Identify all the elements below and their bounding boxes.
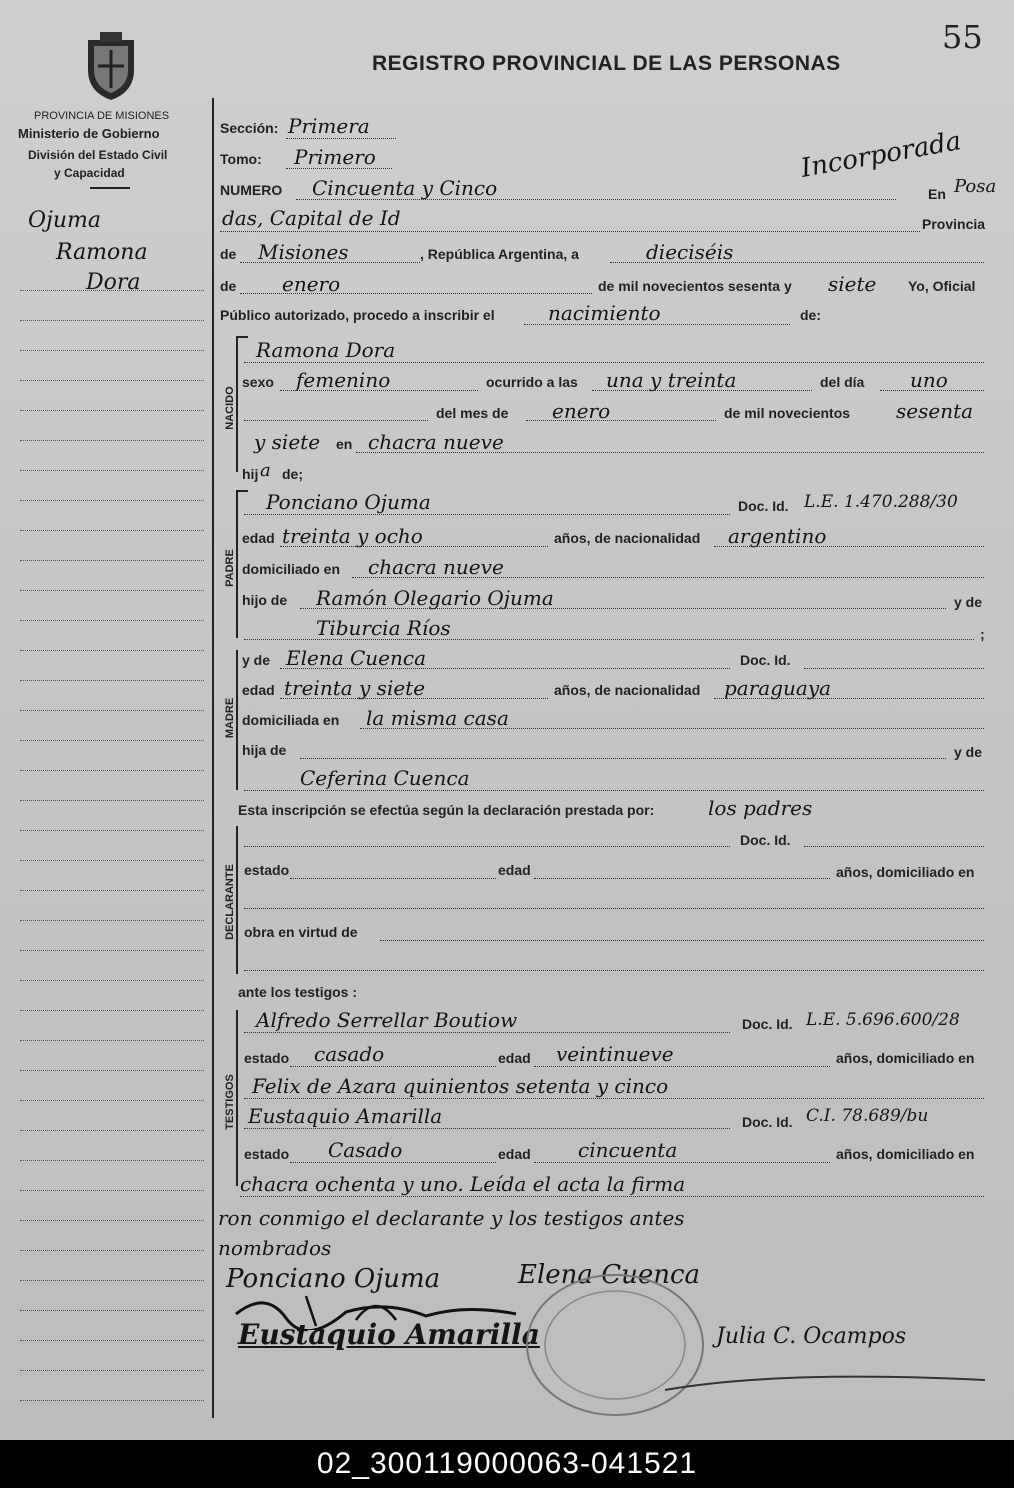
testigo1-edad: veintinueve [556,1042,674,1066]
margin-rule-line [20,650,204,651]
testigo2-dom-line [240,1196,984,1197]
margin-rule-line [20,560,204,561]
signature-padre: Ponciano Ojuma [226,1264,441,1294]
signature-testigo: Eustaquio Amarilla [238,1318,540,1351]
testigos-intro-label: ante los testigos : [238,984,358,1000]
madre-doc-line [804,668,984,669]
margin-rule-line [20,1040,204,1041]
en-label: En [928,186,946,202]
de-label-2: de [220,278,237,294]
closing-line-2: ron conmigo el declarante y los testigos antes [218,1206,685,1230]
padre-hijo-de-label: hijo de [242,592,288,608]
padre-y-de-label: y de [954,594,983,610]
madre-edad-value: treinta y siete [284,676,426,700]
testigo1-dom-line [244,1098,984,1099]
seccion-line [286,138,396,139]
declarante-bracket [236,826,238,974]
signature-madre: Elena Cuenca [518,1260,701,1290]
provincia-line [240,262,420,263]
declarante-obra-line-2 [244,970,984,971]
testigo2-nombre-line [244,1128,730,1129]
sexo-label: sexo [242,374,274,390]
margin-rule-line [20,980,204,981]
testigo1-doc-label: Doc. Id. [742,1016,793,1032]
madre-y-de-label-2: y de [954,744,983,760]
republica-label: , República Argentina, a [420,246,579,262]
footer-bar [0,1440,1014,1488]
signature-oficial: Julia C. Ocampos [716,1324,907,1349]
padre-edad-label: edad [242,530,275,546]
declarante-dom-line [244,908,984,909]
madre-edad-label: edad [242,682,275,698]
margin-rule-line [20,770,204,771]
numero-label: NUMERO [220,182,283,198]
madre-edad-line [280,698,548,699]
padre-doc-label: Doc. Id. [738,498,789,514]
margin-firstname: Ramona [56,240,148,265]
margin-rule-line [20,680,204,681]
lugar-value: das, Capital de Id [222,206,401,230]
madre-section-label: MADRE [224,697,236,739]
madre-de-madre: Ceferina Cuenca [300,766,470,790]
testigo1-dom: Felix de Azara quinientos setenta y cinco [252,1074,669,1098]
madre-doc-label: Doc. Id. [740,652,791,668]
testigo2-doc-value: C.I. 78.689/bu [806,1106,929,1126]
testigo2-anios-label: años, domiciliado en [836,1146,975,1162]
margin-border [212,98,214,1418]
acto-line [524,324,790,325]
margin-rule-line [20,1280,204,1281]
declarante-section-label: DECLARANTE [224,864,236,940]
signature-flourish-icon [660,1360,990,1400]
seccion-value: Primera [288,114,370,138]
madre-de-madre-line [244,790,984,791]
margin-rule-line [20,1370,204,1371]
testigo1-nombre: Alfredo Serrellar Boutiow [256,1008,518,1032]
nacido-bracket [236,336,238,472]
yo-oficial-label: Yo, Oficial [908,278,976,294]
de-label: de [220,246,237,262]
publico-label: Público autorizado, procedo a inscribir el [220,307,495,323]
sexo-value: femenino [296,368,391,392]
padre-dom-value: chacra nueve [368,555,504,579]
margin-rule-line [20,860,204,861]
dia-value: dieciséis [646,240,734,264]
margin-rule-line [20,1250,204,1251]
testigo2-estado-line [290,1162,496,1163]
numero-value: Cincuenta y Cinco [312,176,498,200]
declaracion-value: los padres [708,796,813,820]
madre-hija-de-line [300,758,946,759]
padre-bracket [236,490,238,638]
declarante-doc-line [804,846,984,847]
margin-rule-line [20,620,204,621]
testigo1-nombre-line [244,1032,730,1033]
provincia-value: Misiones [258,240,349,264]
testigos-bracket [236,1010,238,1186]
margin-rule-line [20,440,204,441]
testigo1-anios-label: años, domiciliado en [836,1050,975,1066]
tomo-line [286,168,392,169]
hij-label: hij [242,466,259,482]
testigo1-edad-label: edad [498,1050,531,1066]
hij-de-label: de; [282,466,303,482]
declarante-edad-label: edad [498,862,531,878]
padre-dom-line [352,577,984,578]
lugar-nac-line [356,452,984,453]
margin-secondname: Dora [86,270,141,295]
de-colon-label: de: [800,307,821,323]
anio-nac-value: sesenta [896,399,974,423]
margin-rule-line [20,590,204,591]
tomo-label: Tomo: [220,151,262,167]
mes-nac-line [526,420,716,421]
provincia-label: Provincia [922,216,986,232]
madre-nac-label: años, de nacionalidad [554,682,701,698]
hora-line [592,390,812,391]
org-line-1: PROVINCIA DE MISIONES [34,110,170,122]
declarante-anios-label: años, domiciliado en [836,864,975,880]
padre-doc-value: L.E. 1.470.288/30 [804,492,958,512]
declarante-obra-label: obra en virtud de [244,924,358,940]
margin-rule-line [20,740,204,741]
seccion-label: Sección: [220,120,279,136]
madre-dom-line [360,728,984,729]
padre-dom-label: domiciliado en [242,561,341,577]
dia-line [610,262,984,263]
testigo2-dom: chacra ochenta y uno. Leída el acta la firma [240,1172,686,1196]
sexo-line [280,390,478,391]
testigo1-estado: casado [314,1042,385,1066]
lugar-line [220,231,920,232]
mes-nac-lead-line [244,420,428,421]
padre-nac-value: argentino [728,524,827,548]
declarante-doc-label: Doc. Id. [740,832,791,848]
testigo2-edad-line [534,1162,830,1163]
testigos-section-label: TESTIGOS [224,1074,236,1130]
del-dia-label: del día [820,374,865,390]
margin-rule-line [20,1100,204,1101]
mes-line [240,293,592,294]
tomo-value: Primero [294,145,376,169]
testigo2-edad: cincuenta [578,1138,678,1162]
mes-nac-label: del mes de [436,405,509,421]
madre-nombre: Elena Cuenca [286,646,427,670]
nacido-bracket-top [236,336,248,338]
padre-edad-value: treinta y ocho [282,524,423,548]
mes-nac-value: enero [552,399,611,423]
margin-rule-line [20,1310,204,1311]
provincial-crest-icon [80,30,142,102]
declarante-edad-line [534,878,830,879]
padre-bracket-top [236,490,248,492]
en-nac-label: en [336,436,353,452]
madre-hija-de-label: hija de [242,742,287,758]
margin-rule-line [20,410,204,411]
nacido-nombre-line [244,362,984,363]
declaracion-label: Esta inscripción se efectúa según la declaración prestada por: [238,802,655,818]
dia-nac-line [880,390,984,391]
margin-rule-line [20,1160,204,1161]
padre-nac-label: años, de nacionalidad [554,530,701,546]
declarante-estado-label: estado [244,862,290,878]
padre-de-padre-line [300,608,946,609]
anio-nac-cont: y siete [254,430,321,454]
margin-rule-line [20,710,204,711]
madre-nac-line [714,698,984,699]
testigo2-edad-label: edad [498,1146,531,1162]
incorporada-stamp-note: Incorporada [798,126,964,184]
margin-rule-line [20,1190,204,1191]
margin-rule-line [20,1130,204,1131]
anio-value: siete [828,272,877,296]
org-line-3: División del Estado Civil [28,148,168,162]
padre-de-padre: Ramón Olegario Ojuma [316,586,554,610]
margin-rule-line [20,800,204,801]
madre-dom-value: la misma casa [366,706,509,730]
padre-edad-line [280,546,548,547]
declarante-nombre-line [244,846,730,847]
margin-rule-line [20,1070,204,1071]
madre-de-padre: Tiburcia Ríos [316,616,451,640]
declarante-obra-line [380,940,984,941]
padre-nac-line [714,546,984,547]
padre-semicolon: ; [980,626,985,642]
margin-rule-line [20,1400,204,1401]
margin-rule-line [20,830,204,831]
hora-value: una y treinta [606,368,737,392]
madre-nac-value: paraguaya [724,676,832,700]
margin-rule-line [20,920,204,921]
padre-nombre: Ponciano Ojuma [266,490,431,514]
org-divider [90,187,130,189]
testigo1-doc-value: L.E. 5.696.600/28 [806,1010,960,1030]
madre-dom-label: domiciliada en [242,712,340,728]
mes-value: enero [282,272,341,296]
margin-rule-line [20,1010,204,1011]
hij-suffix: a [260,460,271,481]
nacido-nombre: Ramona Dora [256,338,396,362]
margin-rule-line [20,380,204,381]
page-number: 55 [942,18,983,56]
testigo2-estado-label: estado [244,1146,290,1162]
margin-rule-line [20,320,204,321]
madre-y-de-label: y de [242,652,271,668]
declarante-estado-line [290,878,496,879]
org-line-2: Ministerio de Gobierno [18,126,160,141]
padre-section-label: PADRE [224,549,236,587]
mil-nac-label: de mil novecientos [724,405,851,421]
org-line-4: y Capacidad [54,166,125,180]
margin-rule-line [20,290,204,291]
margin-rule-line [20,950,204,951]
margin-rule-line [20,350,204,351]
margin-rule-line [20,500,204,501]
margin-rule-line [20,1220,204,1221]
lugar-nac-value: chacra nueve [368,430,504,454]
closing-line-3: nombrados [218,1236,332,1260]
testigo2-doc-label: Doc. Id. [742,1114,793,1130]
testigo2-estado: Casado [328,1138,403,1162]
ocurrido-label: ocurrido a las [486,374,578,390]
margin-surname: Ojuma [28,208,102,233]
madre-nombre-line [280,668,730,669]
anio-label: de mil novecientos sesenta y [598,278,792,294]
numero-line [296,199,896,200]
testigo1-estado-label: estado [244,1050,290,1066]
padre-nombre-line [244,514,730,515]
page-title: REGISTRO PROVINCIAL DE LAS PERSONAS [372,52,841,75]
testigo1-edad-line [534,1066,830,1067]
madre-bracket [236,650,238,790]
margin-rule-line [20,1340,204,1341]
acto-value: nacimiento [548,301,661,325]
testigo1-estado-line [290,1066,496,1067]
margin-rule-line [20,470,204,471]
dia-nac-value: uno [910,368,948,392]
margin-rule-line [20,890,204,891]
footer-id: 02_300119000063-041521 [316,1447,698,1480]
testigo2-nombre: Eustaquio Amarilla [248,1104,443,1128]
nacido-section-label: NACIDO [224,386,236,430]
madre-de-padre-line [244,639,974,640]
margin-rule-line [20,530,204,531]
en-value: Posa [954,176,997,197]
